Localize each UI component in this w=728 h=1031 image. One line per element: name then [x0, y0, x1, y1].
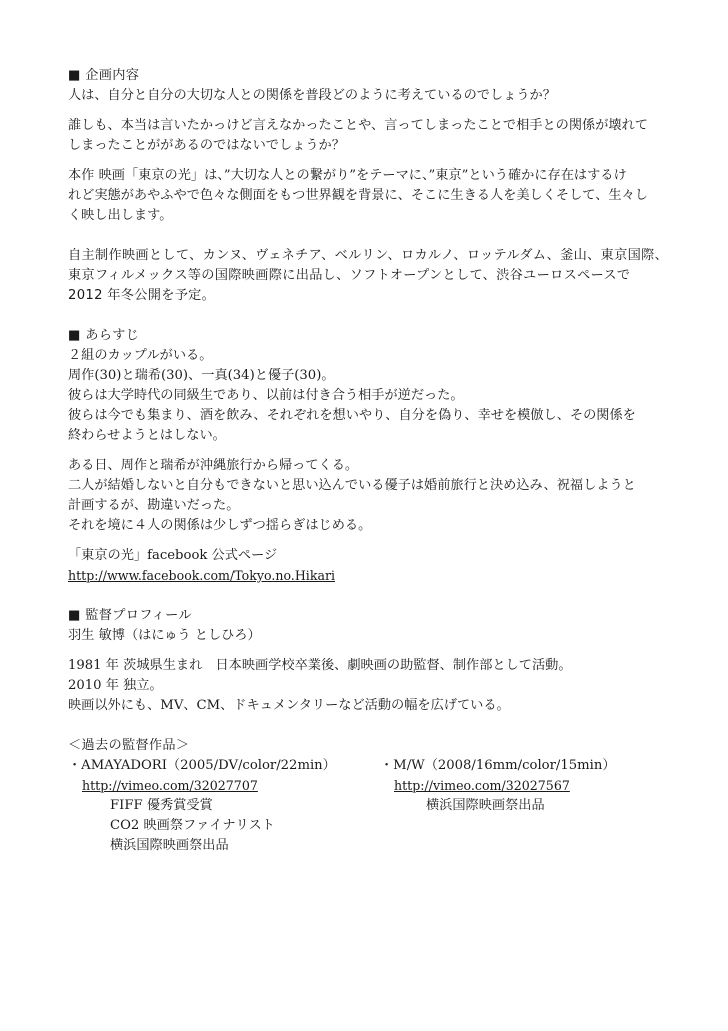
synopsis-heading: ■ あらすじ	[68, 328, 140, 343]
synopsis-line-8: 計画するが、勘違いだった。	[68, 498, 240, 513]
works-heading: ＜過去の監督作品＞	[68, 738, 190, 753]
works-columns	[68, 756, 678, 896]
work-mw	[380, 756, 680, 816]
work-title: ・AMAYADORI（2005/DV/color/22min）	[68, 758, 336, 773]
plan-paragraph-4-line-2: 東京フィルメックス等の国際映画際に出品し、ソフトオープンとして、渋谷ユーロスペースで	[68, 268, 631, 283]
work-award: FIFF 優秀賞受賞	[110, 798, 213, 813]
facebook-link[interactable]: http://www.facebook.com/Tokyo.no.Hikari	[68, 568, 336, 583]
plan-paragraph-1: 人は、自分と自分の大切な人との関係を普段どのように考えているのでしょうか？	[68, 88, 556, 103]
director-heading: ■ 監督プロフィール	[68, 608, 192, 623]
plan-paragraph-4-line-3: 2012 年冬公開を予定。	[68, 288, 216, 303]
director-bio-line-2: 2010 年 独立。	[68, 678, 163, 693]
director-bio-line-3: 映画以外にも、MV、CM、ドキュメンタリーなど活動の幅を広げている。	[68, 698, 510, 713]
plan-paragraph-3-line-3: く映し出します。	[68, 208, 173, 223]
synopsis-line-5: 終わらせようとはしない。	[68, 428, 226, 443]
plan-paragraph-3-line-1: 本作 映画「東京の光」は、”大切な人との繋がり”をテーマに、”東京”という確かに存在はするけ	[68, 168, 627, 183]
work-award: 横浜国際映画祭出品	[110, 838, 229, 853]
work-award: 横浜国際映画祭出品	[426, 798, 545, 813]
synopsis-line-3: 彼らは大学時代の同級生であり、以前は付き合う相手が逆だった。	[68, 388, 464, 403]
synopsis-line-9: それを境に４人の関係は少しずつ揺らぎはじめる。	[68, 518, 372, 533]
work-award: CO2 映画祭ファイナリスト	[110, 818, 275, 833]
director-bio-line-1: 1981 年 茨城県生まれ 日本映画学校卒業後、劇映画の助監督、制作部として活動。	[68, 658, 572, 673]
plan-paragraph-4-line-1: 自主制作映画として、カンヌ、ヴェネチア、ベルリン、ロカルノ、ロッテルダム、釜山、東京国際、	[68, 248, 669, 263]
work-amayadori	[68, 756, 368, 856]
synopsis-line-1: ２組のカップルがいる。	[68, 348, 213, 363]
director-name: 羽生 敏博（はにゅう としひろ）	[68, 628, 261, 643]
plan-paragraph-2-line-1: 誰しも、本当は言いたかっけど言えなかったことや、言ってしまったことで相手との関係が壊れて	[68, 118, 648, 133]
synopsis-line-6: ある日、周作と瑞希が沖縄旅行から帰ってくる。	[68, 458, 359, 473]
plan-paragraph-2-line-2: しまったことががあるのではないでしょうか？	[68, 138, 345, 153]
work-link[interactable]: http://vimeo.com/32027567	[394, 778, 570, 793]
work-title: ・M/W（2008/16mm/color/15min）	[380, 758, 616, 773]
synopsis-line-4: 彼らは今でも集まり、酒を飲み、それぞれを想いやり、自分を偽り、幸せを模倣し、その関係を	[68, 408, 636, 423]
facebook-label: 「東京の光」facebook 公式ページ	[68, 548, 278, 563]
document-page	[68, 66, 678, 896]
synopsis-line-7: 二人が結婚しないと自分もできないと思い込んでいる優子は婚前旅行と決め込み、祝福しようと	[68, 478, 636, 493]
synopsis-line-2: 周作(30)と瑞希(30)、一真(34)と優子(30)。	[68, 368, 335, 383]
plan-paragraph-3-line-2: れど実態があやふやで色々な側面をもつ世界観を背景に、そこに生きる人を美しくそして、生々し	[68, 188, 648, 203]
work-link[interactable]: http://vimeo.com/32027707	[82, 778, 258, 793]
plan-heading: ■ 企画内容	[68, 68, 140, 83]
